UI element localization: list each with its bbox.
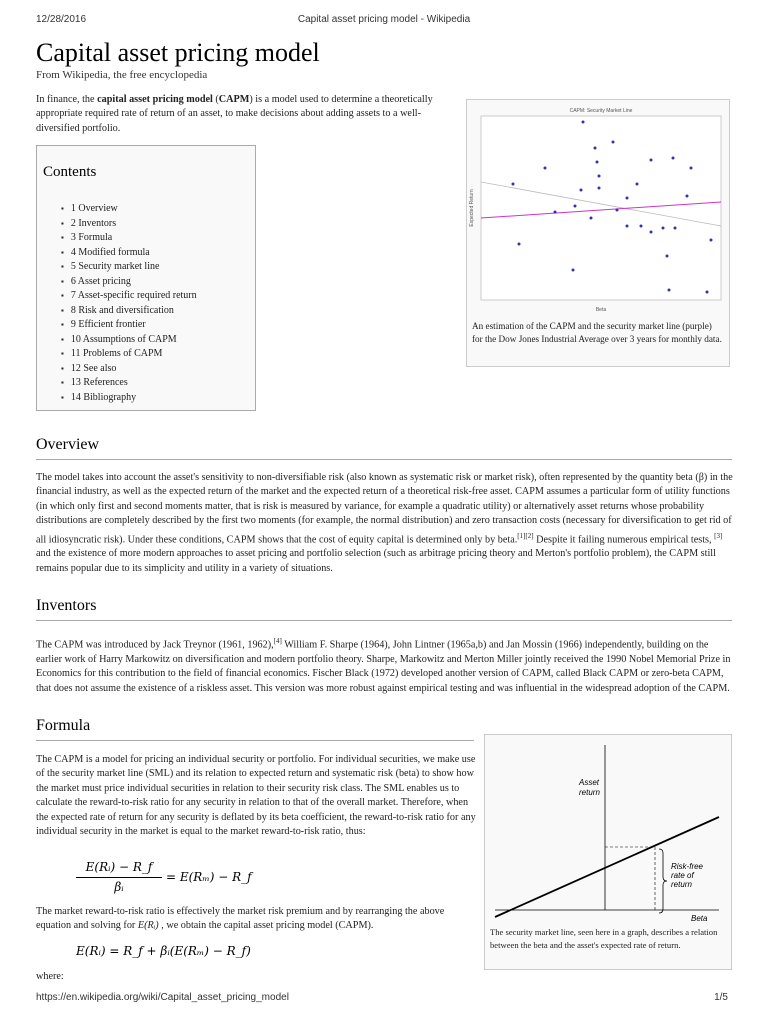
page-url[interactable]: https://en.wikipedia.org/wiki/Capital_asset_pricing_model (36, 992, 289, 1003)
fraction-bar (76, 877, 162, 878)
capm-term[interactable]: capital asset pricing model (97, 94, 213, 105)
formula-paragraph-2: The market reward-to-risk ratio is effectively the market risk premium and by rearranging the above equation and solving for E(Rᵢ) , we obtain the capital asset pricing model (CAPM). (36, 906, 445, 932)
toc-item[interactable]: ▪ 8 Risk and diversification (43, 304, 197, 319)
section-heading-overview: Overview (36, 436, 100, 453)
formula-paragraph-1: The CAPM is a model for pricing an individual security or portfolio. For individual securities, we make use of the security market line (SML) and its relation to expected return and systematic risk (beta) to show how the market must price individual securities in relation to their security risk class. The SML enables us to calculate the reward-to-risk ratio for any security in relation to that of the overall market. Therefore, when the expected rate of return for any security is deflated by its beta coefficient, the reward-to-risk ratio for any individual security in the market is equal to the market reward-to-risk ratio, thus: (36, 754, 476, 838)
svg-text:return: return (671, 880, 692, 889)
sml-graph[interactable] (485, 735, 731, 925)
capm-equation: E(Rᵢ) = R_f + βᵢ(E(Rₘ) − R_f) (76, 944, 251, 958)
page-number: 1/5 (714, 992, 728, 1003)
toc-heading: Contents (43, 164, 97, 180)
overview-paragraph: The model takes into account the asset's sensitivity to non-diversifiable risk (also known as systematic risk or market risk), often represented by the quantity beta (β) in the financial industry, as well as the expected return of the market and the expected return of a theoretical risk-free asset. CAPM assumes a particular form of utility functions (in which only first and second moments matter, that is risk is measured by variance, for example a quadratic utility) or alternatively asset returns whose probability distributions are completely described by the first two moments (for example, the normal distribution) and zero transaction costs (necessary for diversification to get rid of all idiosyncratic risk). Under these conditions, CAPM shows that the cost of equity capital is determined only by beta.[1][2] Despite it failing numerous empirical tests, [3] and the existence of more modern approaches to asset pricing and portfolio selection (such as arbitrage pricing theory and Merton's portfolio problem), the CAPM still remains popular due to its simplicity and utility in a variety of situations. (36, 472, 733, 574)
figure-caption: An estimation of the CAPM and the security market line (purple) for the Dow Jones Industrial Average over 3 years for monthly data. (472, 321, 722, 344)
capm-scatter-figure (466, 99, 730, 367)
toc-item[interactable]: ▪ 13 References (43, 376, 197, 391)
toc-item[interactable]: ▪ 4 Modified formula (43, 246, 197, 261)
print-title: Capital asset pricing model - Wikipedia (297, 14, 471, 25)
section-divider (36, 740, 474, 741)
svg-text:rate of: rate of (671, 871, 694, 880)
table-of-contents (36, 145, 256, 411)
toc-item[interactable]: ▪ 11 Problems of CAPM (43, 347, 197, 362)
toc-item[interactable]: ▪ 6 Asset pricing (43, 275, 197, 290)
citation-link[interactable]: [3] (714, 531, 723, 540)
page-subtitle: From Wikipedia, the free encyclopedia (36, 69, 208, 81)
toc-item[interactable]: ▪ 14 Bibliography (43, 391, 197, 406)
citation-link[interactable]: [1][2] (517, 531, 534, 540)
toc-item[interactable]: ▪ 2 Inventors (43, 217, 197, 232)
inventors-paragraph: The CAPM was introduced by Jack Treynor (1961, 1962),[4] William F. Sharpe (1964), John Lintner (1965a,b) and Jan Mossin (1966) independently, building on the earlier work of Harry Markowitz on diversification and modern portfolio theory. Sharpe, Markowitz and Merton Miller jointly received the 1990 Nobel Memorial Prize in Economics for this contribution to the field of financial economics. Fischer Black (1972) developed another version of CAPM, called Black CAPM or zero-beta CAPM, that does not assume the existence of a riskless asset. This version was more robust against empirical testing and was influential in the widespread adoption of the CAPM. (36, 637, 731, 694)
equation-1-denominator: βᵢ (114, 880, 124, 894)
section-divider (36, 459, 732, 460)
figure-caption: The security market line, seen here in a graph, describes a relation between the beta and the asset's expected rate of return. (490, 927, 718, 950)
intro-paragraph: In finance, the capital asset pricing model (CAPM) is a model used to determine a theoretically appropriate required rate of return of an asset, to make decisions about adding assets to a well-diversified portfolio. (36, 94, 433, 134)
toc-item[interactable]: ▪ 1 Overview (43, 202, 197, 217)
svg-text:Risk-free: Risk-free (671, 862, 704, 871)
toc-item[interactable]: ▪ 10 Assumptions of CAPM (43, 333, 197, 348)
svg-text:return: return (579, 788, 600, 797)
equation-1-rhs: = E(Rₘ) − R_f (166, 870, 252, 884)
print-date: 12/28/2016 (36, 14, 87, 25)
toc-item[interactable]: ▪ 3 Formula (43, 231, 197, 246)
toc-item[interactable]: ▪ 5 Security market line (43, 260, 197, 275)
where-label: where: (36, 971, 64, 982)
toc-item[interactable]: ▪ 7 Asset-specific required return (43, 289, 197, 304)
toc-item[interactable]: ▪ 12 See also (43, 362, 197, 377)
chart-title: CAPM: Security Market Line (569, 108, 633, 114)
svg-text:Beta: Beta (691, 914, 708, 923)
toc-list (43, 202, 197, 405)
print-header (0, 0, 768, 28)
section-heading-formula: Formula (36, 717, 91, 734)
sml-graph-figure (484, 734, 732, 970)
citation-link[interactable]: [4] (273, 637, 282, 645)
page-title: Capital asset pricing model (36, 38, 320, 67)
equation-1-numerator: E(Rᵢ) − R_f (85, 860, 153, 874)
x-axis-label: Beta (595, 307, 607, 313)
toc-item[interactable]: ▪ 9 Efficient frontier (43, 318, 197, 333)
svg-text:Asset: Asset (579, 778, 600, 787)
y-axis-label: Expected Return (469, 189, 475, 227)
section-heading-inventors: Inventors (36, 597, 97, 614)
scatter-plot[interactable] (467, 102, 729, 316)
section-divider (36, 620, 732, 621)
print-footer (0, 990, 768, 1010)
